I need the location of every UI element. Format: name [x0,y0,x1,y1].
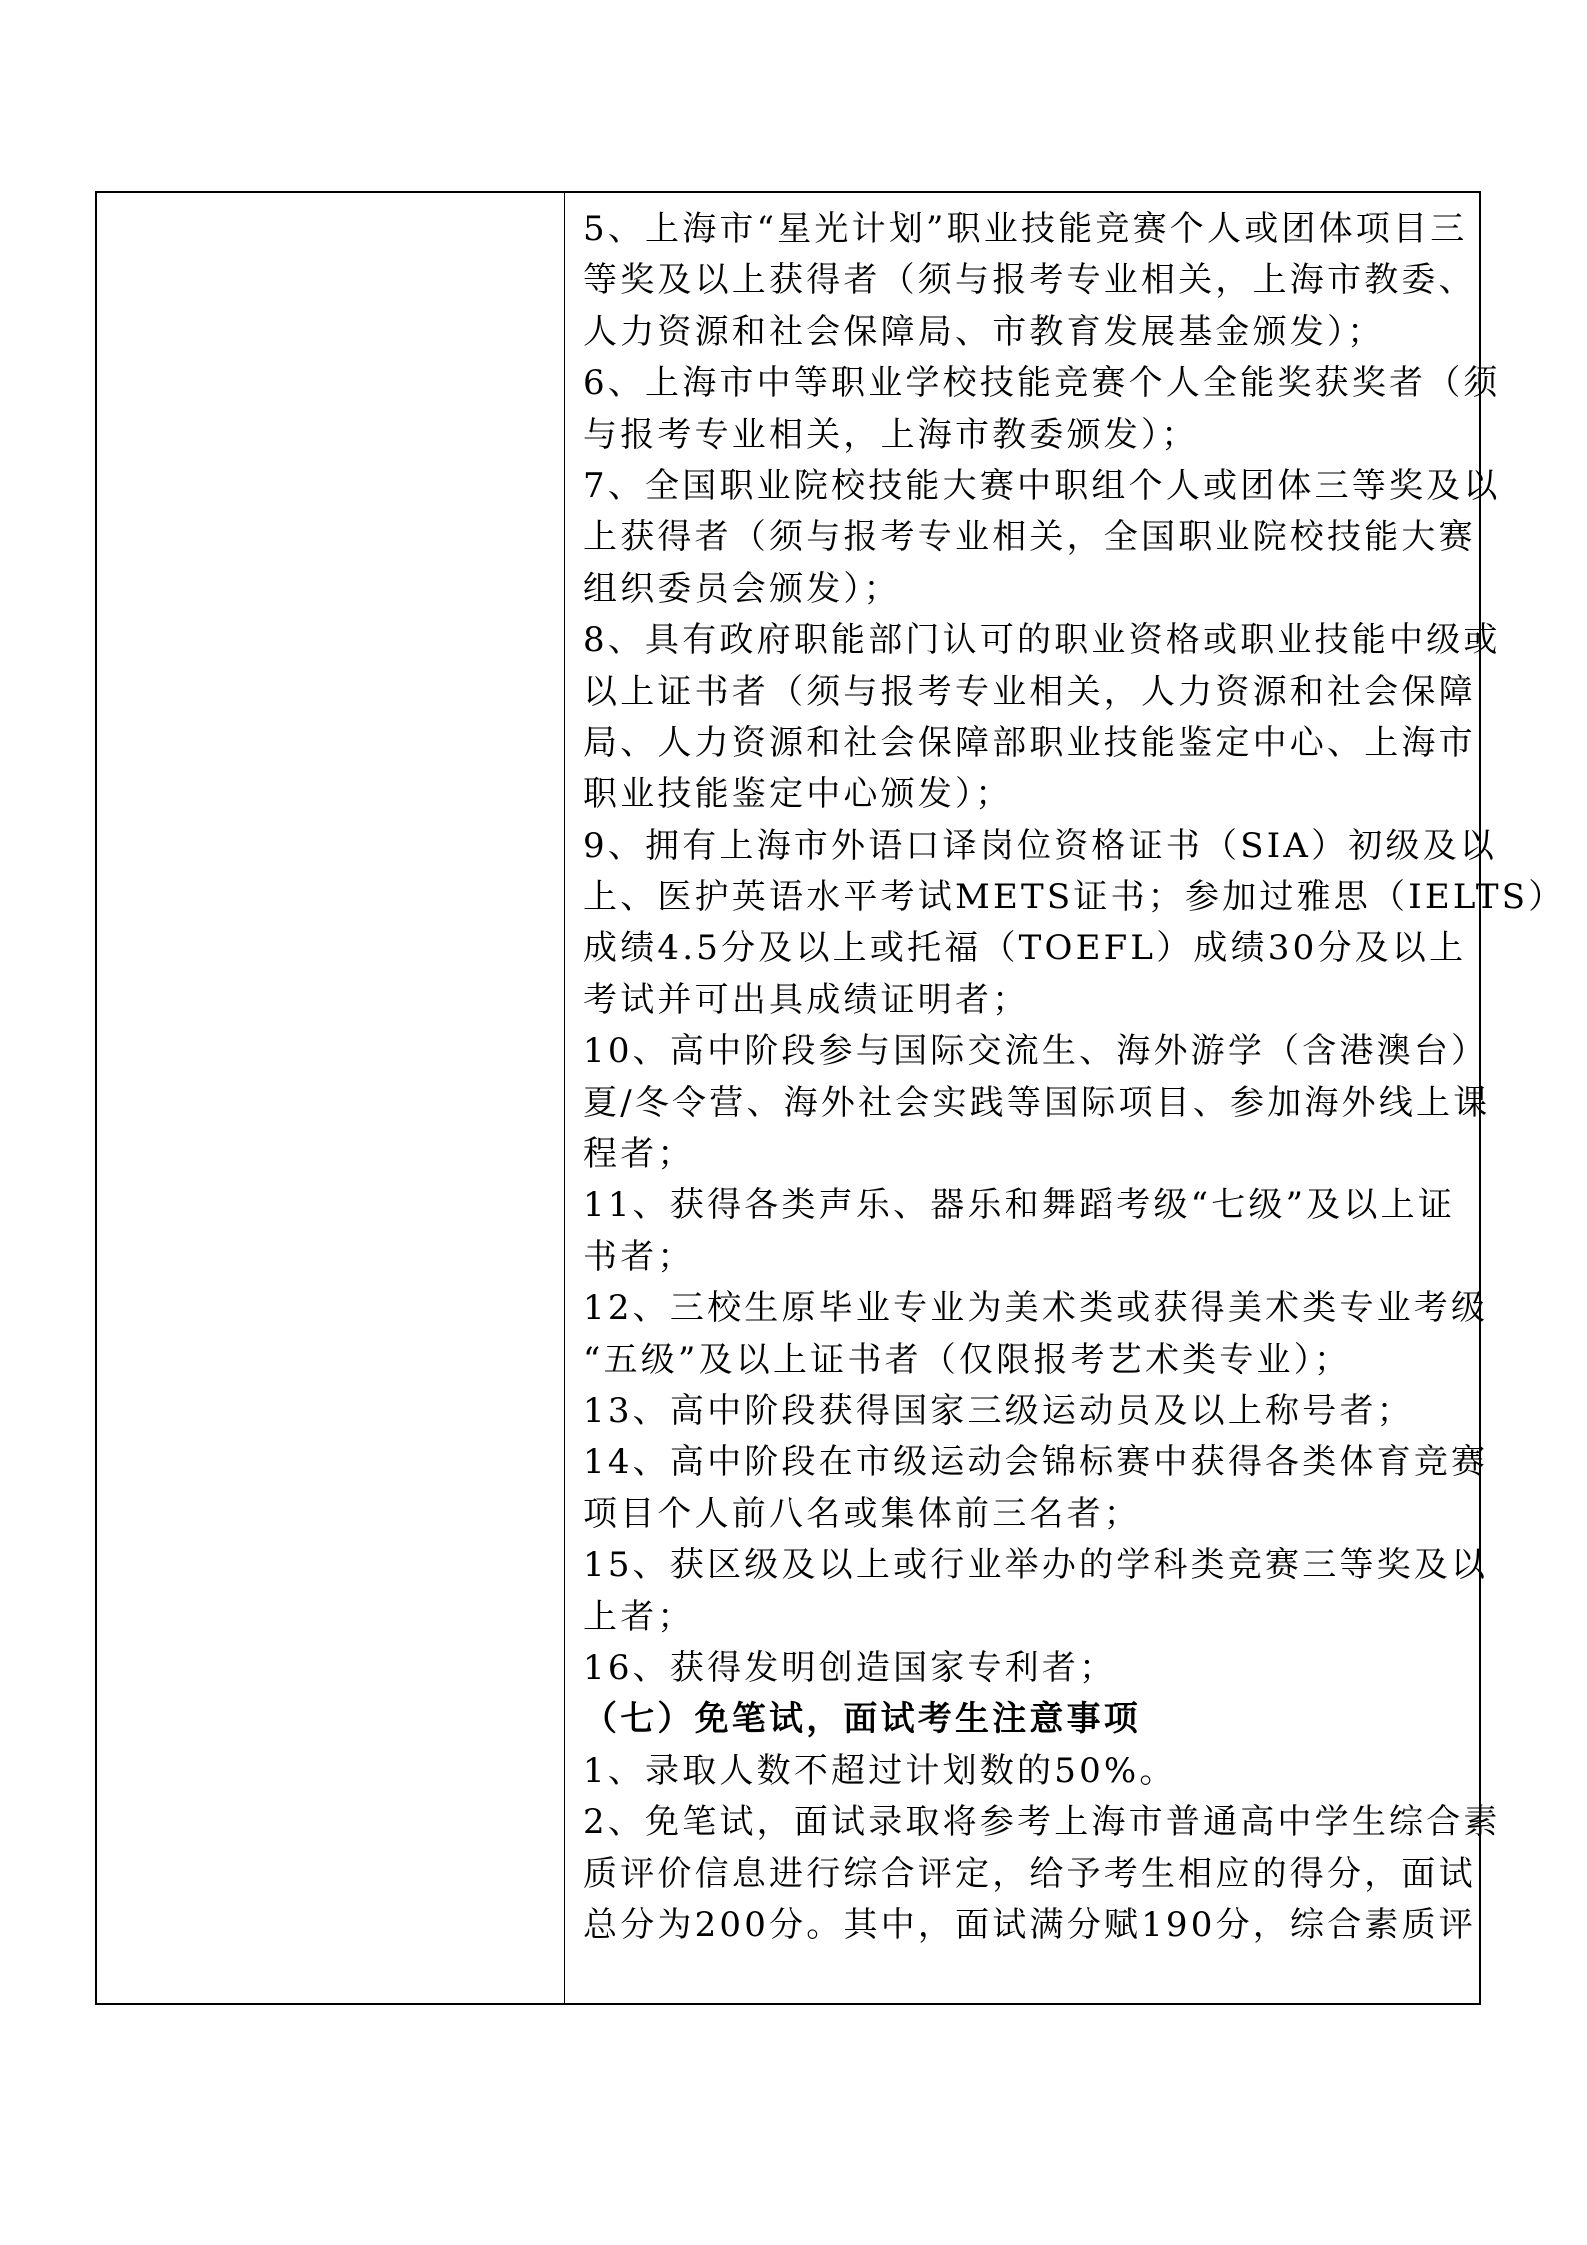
text-line: 8、具有政府职能部门认可的职业资格或职业技能中级或 [583,620,1501,661]
text-line: 15、获区级及以上或行业举办的学科类竞赛三等奖及以 [583,1545,1489,1586]
table-right-column [567,193,1566,2003]
text-line: 成绩4.5分及以上或托福（TOEFL）成绩30分及以上 [583,928,1467,969]
section-heading: （七）免笔试，面试考生注意事项 [583,1699,1141,1740]
text-line: 14、高中阶段在市级运动会锦标赛中获得各类体育竞赛 [583,1442,1489,1483]
text-line: 项目个人前八名或集体前三名者； [583,1493,1141,1534]
text-line: 组织委员会颁发）； [583,568,901,609]
text-line: 书者； [583,1236,695,1277]
text-line: 程者； [583,1134,695,1175]
text-line: 以上证书者（须与报考专业相关，人力资源和社会保障 [583,671,1476,712]
text-line: 局、人力资源和社会保障部职业技能鉴定中心、上海市 [583,722,1476,763]
text-line: 2、免笔试，面试录取将参考上海市普通高中学生综合素 [583,1802,1501,1843]
text-line: 考试并可出具成绩证明者； [583,979,1030,1020]
text-line: 人力资源和社会保障局、市教育发展基金颁发）； [583,311,1385,352]
text-line: 10、高中阶段参与国际交流生、海外游学（含港澳台） [583,1031,1489,1072]
text-line: 12、三校生原毕业专业为美术类或获得美术类专业考级 [583,1288,1489,1329]
text-line: 等奖及以上获得者（须与报考专业相关，上海市教委、 [583,260,1476,301]
text-line: 5、上海市“星光计划”职业技能竞赛个人或团体项目三 [583,209,1468,249]
text-line: 总分为200分。其中，面试满分赋190分，综合素质评 [583,1904,1476,1945]
text-line: 16、获得发明创造国家专利者； [583,1647,1117,1688]
text-line: 13、高中阶段获得国家三级运动员及以上称号者； [583,1390,1414,1431]
text-line: 1、录取人数不超过计划数的50%。 [583,1750,1177,1791]
text-line: 9、拥有上海市外语口译岗位资格证书（SIA）初级及以 [583,825,1498,866]
document-table [95,191,1566,2005]
text-line: 上者； [583,1596,695,1637]
text-line: 上获得者（须与报考专业相关，全国职业院校技能大赛 [583,517,1476,558]
text-line: 质评价信息进行综合评定，给予考生相应的得分，面试 [583,1853,1476,1894]
text-line: 职业技能鉴定中心颁发）； [583,774,1013,815]
text-line: 与报考专业相关，上海市教委颁发）； [583,414,1199,455]
text-line: 上、医护英语水平考试METS证书；参加过雅思（IELTS） [583,877,1566,918]
text-line: 6、上海市中等职业学校技能竞赛个人全能奖获奖者（须 [583,363,1501,404]
text-line: 7、全国职业院校技能大赛中职组个人或团体三等奖及以 [583,465,1501,506]
table-left-column [97,193,565,2003]
text-line: “五级”及以上证书者（仅限报考艺术类专业）； [583,1339,1352,1380]
text-line: 11、获得各类声乐、器乐和舞蹈考级“七级”及以上证 [583,1185,1456,1226]
text-line: 夏/冬令营、海外社会实践等国际项目、参加海外线上课 [583,1082,1491,1123]
